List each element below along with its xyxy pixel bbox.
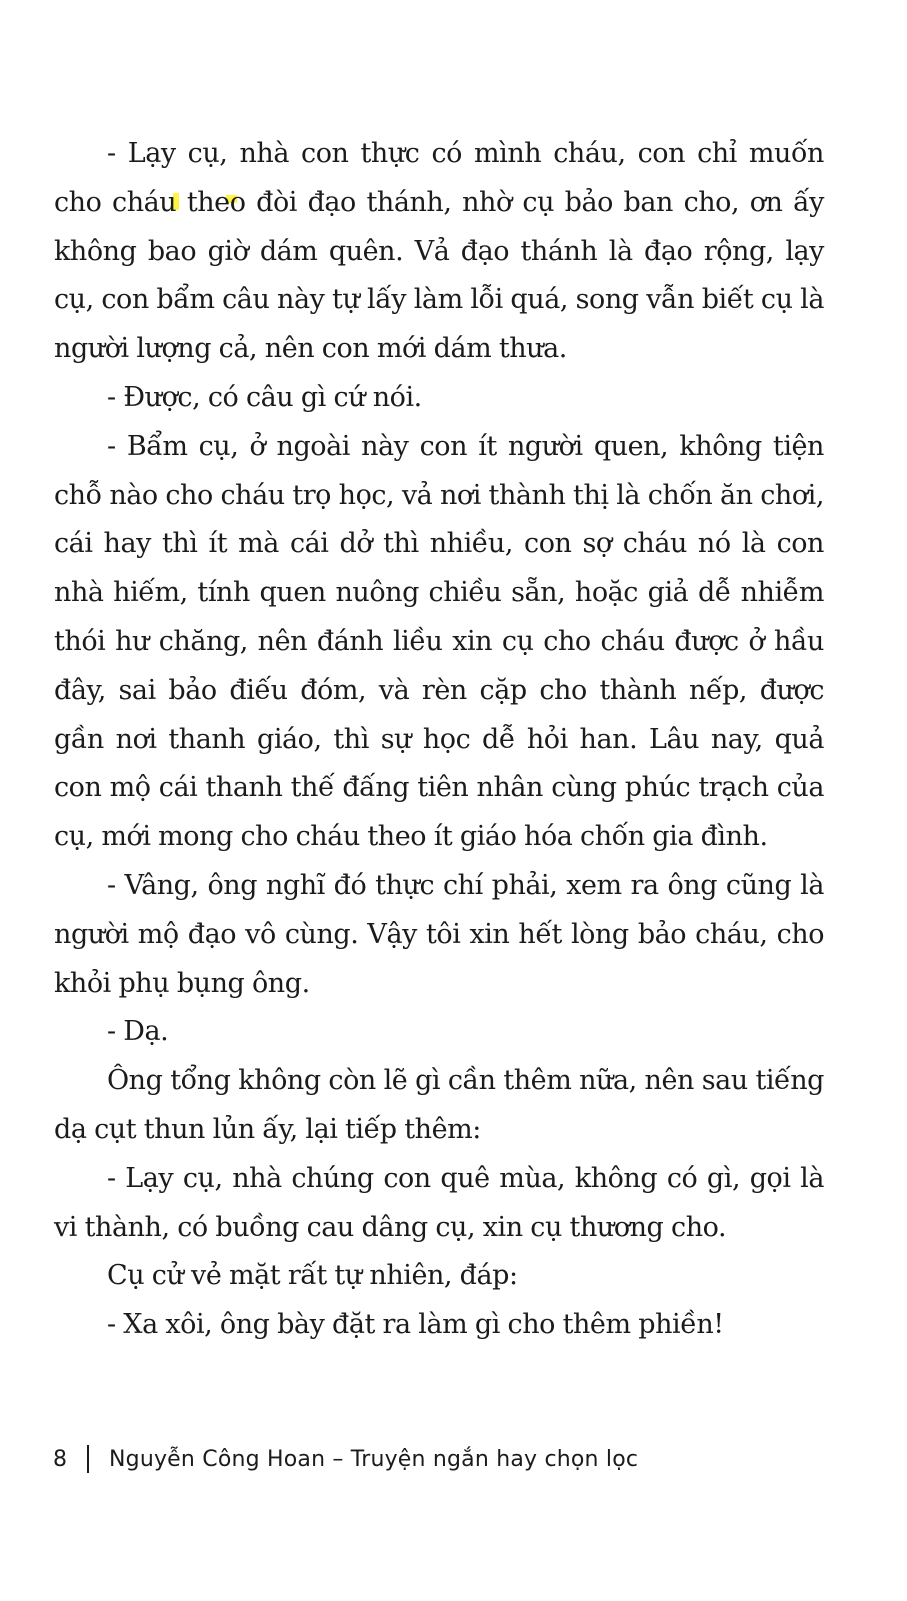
paragraph: - Vâng, ông nghĩ đó thực chí phải, xem ra ông cũng là người mộ đạo vô cùng. Vậy tôi xin hết lòng bảo cháu, cho khỏi phụ bụng ông. [54, 869, 824, 999]
paragraph: - Xa xôi, ông bày đặt ra làm gì cho thêm phiền! [107, 1309, 724, 1341]
paragraph: Cụ cử vẻ mặt rất tự nhiên, đáp: [107, 1260, 518, 1292]
running-title: Nguyễn Công Hoan – Truyện ngắn hay chọn lọc [109, 1446, 639, 1472]
paragraph: - Được, có câu gì cứ nói. [107, 381, 422, 413]
page-number: 8 [53, 1446, 67, 1472]
paragraph: - Bẩm cụ, ở ngoài này con ít người quen, không tiện chỗ nào cho cháu trọ học, vả nơi thành thị là chốn ăn chơi, cái hay thì ít mà cái dở thì nhiều, con sợ cháu nó là con nhà hiếm, tính quen nuông chiều sẵn, hoặc giả dễ nhiễm thói hư chăng, nên đánh liều xin cụ cho cháu được ở hầu đây, sai bảo điếu đóm, và rèn cặp cho thành nếp, được gần nơi thanh giáo, thì sự học dễ hỏi han. Lâu nay, quả con mộ cái thanh thế đấng tiên nhân cùng phúc trạch của cụ, mới mong cho cháu theo ít giáo hóa chốn gia đình. [54, 430, 824, 853]
paragraph: Ông tổng không còn lẽ gì cần thêm nữa, nên sau tiếng dạ cụt thun lủn ấy, lại tiếp thêm: [54, 1065, 824, 1145]
body-text [54, 130, 824, 1350]
footer-divider [87, 1445, 89, 1473]
paragraph: - Dạ. [107, 1016, 169, 1048]
paragraph: - Lạy cụ, nhà chúng con quê mùa, không có gì, gọi là vi thành, có buồng cau dâng cụ, xin cụ thương cho. [54, 1162, 824, 1243]
page-footer [53, 1434, 638, 1484]
paragraph: - Lạy cụ, nhà con thực có mình cháu, con chỉ muốn cho cháu theo đòi đạo thánh, nhờ cụ bảo ban cho, ơn ấy không bao giờ dám quên. Vả đạo thánh là đạo rộng, lạy cụ, con bẩm câu này tự lấy làm lỗi quá, song vẫn biết cụ là người lượng cả, nên con mới dám thưa. [54, 138, 824, 365]
